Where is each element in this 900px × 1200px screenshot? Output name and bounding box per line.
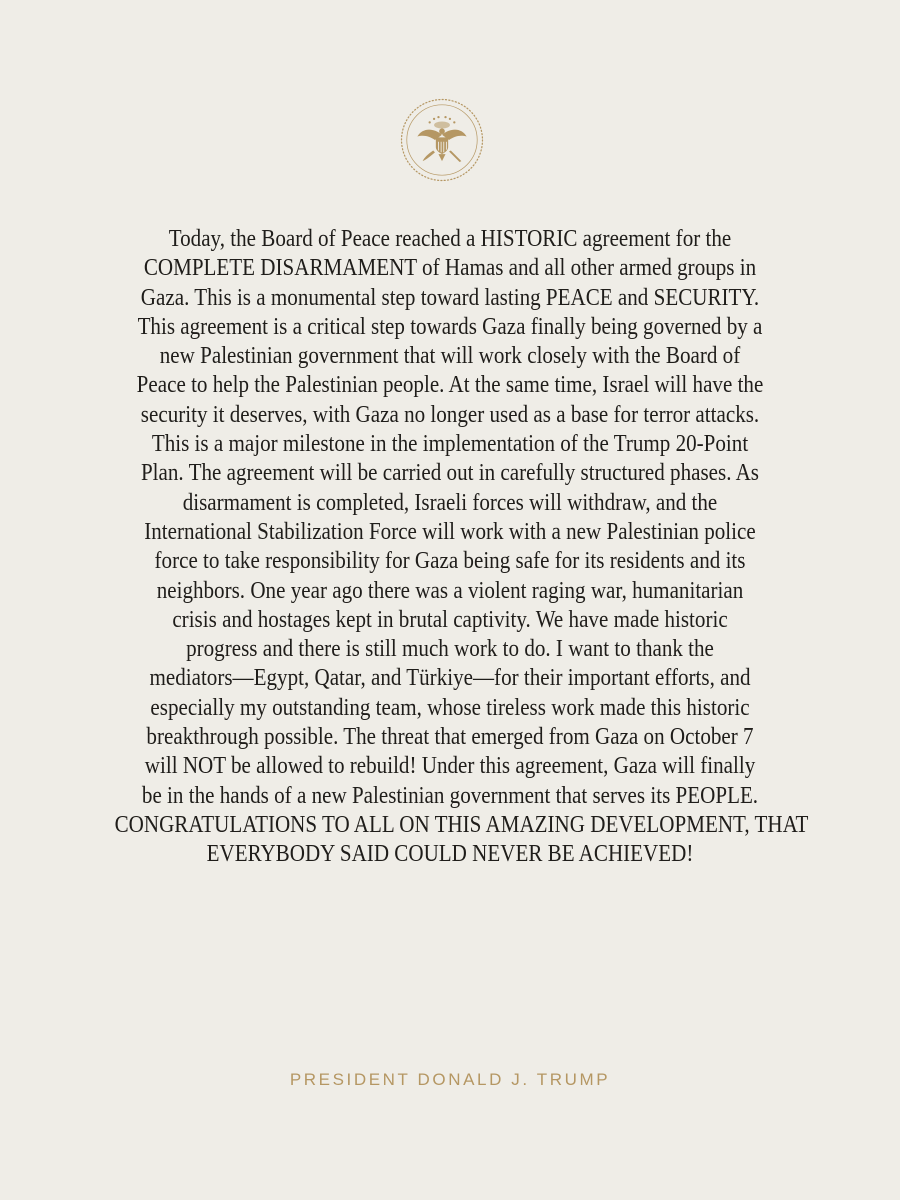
statement-line: This is a major milestone in the implementation of the Trump 20-Point (151, 430, 749, 458)
statement-line: CONGRATULATIONS TO ALL ON THIS AMAZING DEVELOPMENT, THAT (114, 810, 809, 838)
statement-line: Gaza. This is a monumental step toward lasting PEACE and SECURITY. (140, 283, 760, 311)
statement-line: be in the hands of a new Palestinian government that serves its PEOPLE. (141, 781, 759, 809)
statement-line: Plan. The agreement will be carried out in carefully structured phases. As (140, 459, 760, 487)
statement-line: progress and there is still much work to do. I want to thank the (186, 635, 714, 663)
statement-line: especially my outstanding team, whose tireless work made this historic (150, 693, 750, 721)
statement-line: will NOT be allowed to rebuild! Under this agreement, Gaza will finally (144, 752, 756, 780)
statement-line: crisis and hostages kept in brutal captivity. We have made historic (172, 605, 728, 633)
presidential-seal-icon (398, 96, 486, 184)
statement-line: COMPLETE DISARMAMENT of Hamas and all other armed groups in (143, 254, 757, 282)
statement-line: new Palestinian government that will work closely with the Board of (159, 342, 741, 370)
statement-line: disarmament is completed, Israeli forces will withdraw, and the (182, 488, 718, 516)
statement-line: Peace to help the Palestinian people. At the same time, Israel will have the (136, 371, 764, 399)
statement-line: This agreement is a critical step towards Gaza finally being governed by a (137, 312, 763, 340)
statement-body (60, 224, 840, 869)
statement-line: EVERYBODY SAID COULD NEVER BE ACHIEVED! (206, 840, 694, 868)
signature: PRESIDENT DONALD J. TRUMP (289, 1070, 611, 1089)
statement-line: mediators—Egypt, Qatar, and Türkiye—for their important efforts, and (149, 664, 751, 692)
statement-line: International Stabilization Force will work with a new Palestinian police (144, 517, 756, 545)
statement-line: security it deserves, with Gaza no longer used as a base for terror attacks. (140, 400, 760, 428)
statement-line: force to take responsibility for Gaza being safe for its residents and its (154, 547, 746, 575)
statement-line: neighbors. One year ago there was a violent raging war, humanitarian (156, 576, 744, 604)
statement-line: Today, the Board of Peace reached a HISTORIC agreement for the (168, 225, 732, 252)
statement-line: breakthrough possible. The threat that emerged from Gaza on October 7 (146, 723, 754, 751)
